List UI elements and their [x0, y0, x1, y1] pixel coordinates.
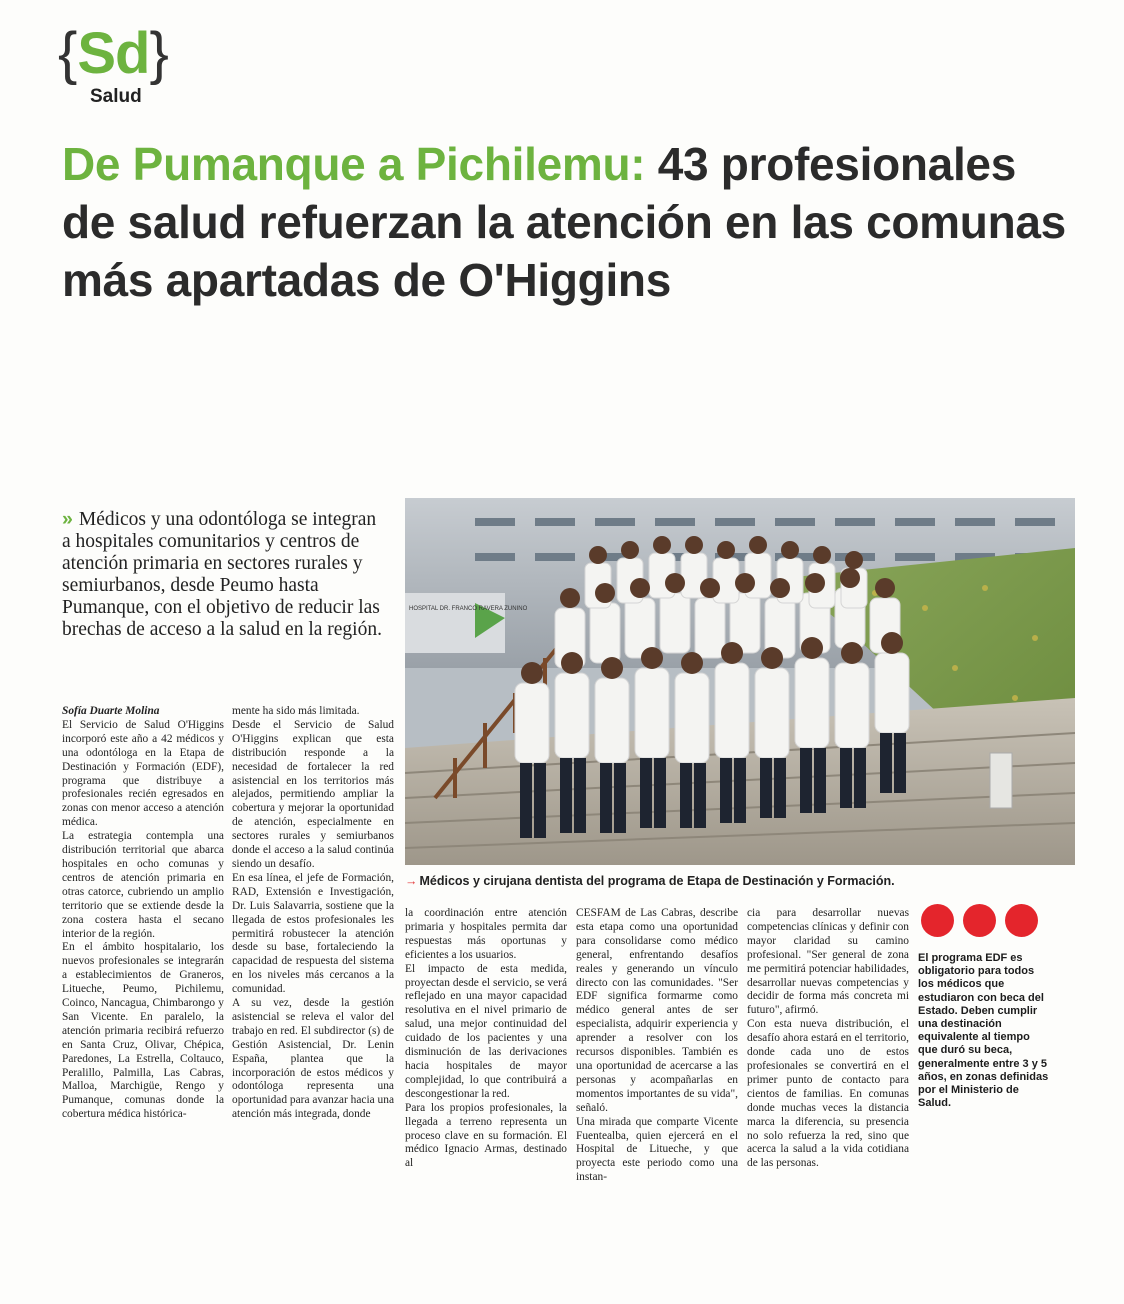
- group-photo: [405, 498, 1075, 865]
- caption-text: Médicos y cirujana dentista del programa de Etapa de Destinación y Formación.: [419, 874, 895, 888]
- sd-logo: {Sd}: [58, 21, 169, 86]
- article-paragraph: La estrategia contempla una distribución territorial que abarca hospitales en ocho comunas y centros de atención primaria en otras catorce, cubriendo un amplio territorio que se extiende desde la zona costera hasta el secano interior de la región.: [62, 830, 224, 940]
- red-dot-icon: [1005, 904, 1038, 937]
- arrow-icon: →: [405, 874, 418, 888]
- article-paragraph: Para los propios profesionales, la llegada a terreno representa un proceso clave en su formación. El médico Ignacio Armas, destinado al: [405, 1101, 567, 1170]
- sidebar-note: El programa EDF es obligatorio para todos los médicos que estudiaron con beca del Estado. Deben cumplir una destinación equivalente al tiempo que duró su beca, generalmente entre 3 y 5 años, en zonas definidas por el Ministerio de Salud.: [918, 952, 1049, 1110]
- section-label: Salud: [90, 86, 142, 107]
- article-column-3: [405, 907, 567, 1171]
- photo-caption: [405, 874, 1075, 888]
- byline: Sofía Duarte Molina: [62, 705, 160, 717]
- building-sign: HOSPITAL DR. FRANCO RAVERA ZUNINO: [409, 606, 528, 612]
- article-paragraph: Una mirada que comparte Vicente Fuentealba, quien ejercerá en el Hospital de Litueche, y que proyecta este periodo como una instan-: [576, 1115, 738, 1184]
- headline-highlight: De Pumanque a Pichilemu:: [62, 138, 646, 190]
- article-column-2: [232, 705, 394, 1122]
- article-paragraph: Con esta nueva distribución, el desafío ahora estará en el territorio, donde cada uno de estos profesionales se convertirá en el primer punto de contacto para cientos de familias. En comunas donde muchas veces la distancia marca la diferencia, su presencia no solo refuerza la red, sino que acerca la salud a la vida cotidiana de las personas.: [747, 1018, 909, 1170]
- chevron-icon: »: [62, 508, 73, 530]
- article-paragraph: cia para desarrollar nuevas competencias clínicas y definir con mayor claridad su camino profesional. "Ser general de zona me permitirá potenciar habilidades, desarrollar nuevas competencias y decidir de forma más concreta mi futuro", afirmó.: [747, 907, 909, 1017]
- section-logo: [58, 21, 188, 107]
- red-dot-icon: [963, 904, 996, 937]
- lead-text: Médicos y una odontóloga se integran a hospitales comunitarios y centros de atención primaria en sectores rurales y semiurbanos, desde Peumo hasta Pumanque, con el objetivo de reducir las brechas de acceso a la salud en la región.: [62, 509, 382, 640]
- article-column-1: [62, 705, 224, 1122]
- headline-rest: 43 profesionales de salud refuerzan la atención en las comunas más apartadas de O'Higgins: [62, 138, 1066, 306]
- article-paragraph: A su vez, desde la gestión asistencial se releva el valor del trabajo en red. El subdirector (s) de Gestión Asistencial, Dr. Lenin España, plantea que la incorporación de estos médicos y odontóloga representa una oportunidad para avanzar hacia una atención más integrada, donde: [232, 997, 394, 1121]
- article-paragraph: Desde el Servicio de Salud O'Higgins explican que esta distribución responde a la necesidad de fortalecer la red asistencial en los territorios más alejados, permitiendo ampliar la cobertura y mejorar la oportunidad de atención, especialmente en sectores rurales y semiurbanos donde el acceso a la salud continúa siendo un desafío.: [232, 718, 394, 870]
- article-paragraph: En el ámbito hospitalario, los nuevos profesionales se integrarán a establecimientos de Graneros, Litueche, Peumo, Pichilemu, Coinco, Nancagua, Chimbarongo y San Vicente. En paralelo, la atención primaria recibirá refuerzo en Santa Cruz, Olivar, Chépica, Paredones, La Estrella, Coltauco, Peralillo, Palmilla, Las Cabras, Malloa, Marchigüe, Rengo y Pumanque, comunas donde la cobertura médica histórica-: [62, 941, 224, 1121]
- red-dots-decoration: [921, 904, 1041, 940]
- article-paragraph: El impacto de esta medida, proyectan desde el servicio, se verá reflejado en una mayor capacidad resolutiva en el nivel primario de salud, una mejor continuidad del cuidado de los pacientes y una disminución de las derivaciones hacia hospitales de mayor complejidad, lo que contribuirá a descongestionar la red.: [405, 962, 567, 1100]
- group-photo-illustration: [405, 498, 1075, 865]
- article-column-5: [747, 907, 909, 1171]
- article-paragraph: mente ha sido más limitada.: [232, 705, 360, 717]
- article-paragraph: En esa línea, el jefe de Formación, RAD, Extensión e Investigación, Dr. Luis Salavarria, sostiene que la llegada de estos profesionales les permitirá robustecer la atención desde su base, fortaleciendo la capacidad de respuesta del sistema en los niveles más cercanos a la comunidad.: [232, 871, 394, 996]
- lead-paragraph: [62, 508, 384, 641]
- red-dot-icon: [921, 904, 954, 937]
- article-paragraph: la coordinación entre atención primaria y hospitales permita dar respuestas más oportunas y eficientes a los usuarios.: [405, 907, 567, 961]
- article-paragraph: El Servicio de Salud O'Higgins incorporó este año a 42 médicos y una odontóloga en la Etapa de Destinación y Formación (EDF), programa que distribuye a profesionales recién egresados en zonas con menor acceso a atención médica.: [62, 718, 224, 829]
- article-paragraph: CESFAM de Las Cabras, describe esta etapa como una oportunidad para consolidarse como médico general, enfrentando desafíos reales y generando un vínculo directo con las comunidades. "Ser EDF significa formarme como médico general antes de ser especialista, adquirir experiencia y aprender a resolver con los recursos disponibles. También es una oportunidad de acercarse a las personas y acompañarlas en momentos importantes de su vida", señaló.: [576, 907, 738, 1114]
- article-column-4: [576, 907, 738, 1185]
- headline: [62, 135, 1072, 309]
